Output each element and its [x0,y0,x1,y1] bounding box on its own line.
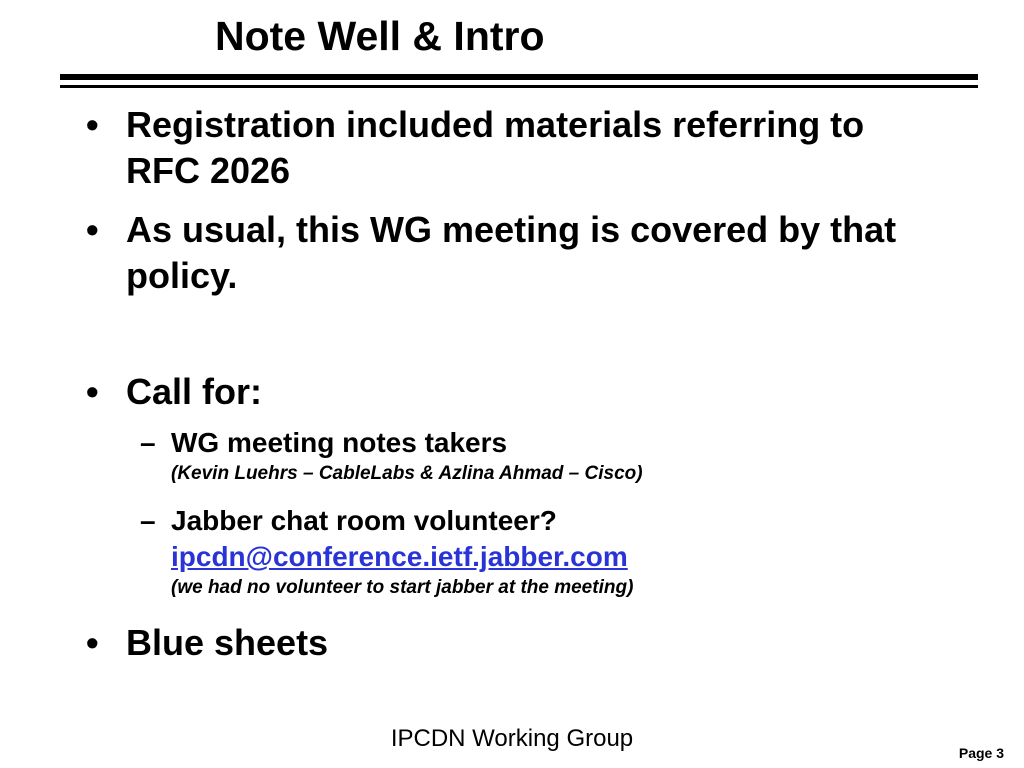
bullet-text: Blue sheets [126,622,329,663]
bullet-call-for [86,369,906,415]
sub-bullet-dash: – [140,505,156,536]
sub-bullet-notes-takers [140,425,960,487]
bullet-dot: • [86,371,99,412]
bullet-registration [86,102,906,194]
sub-bullet-text: WG meeting notes takers [171,427,508,458]
sub-bullet-text: Jabber chat room volunteer? [171,505,557,536]
title-rule-thin [60,85,978,88]
slide-title: Note Well & Intro [215,13,545,59]
sub-bullet-note: (we had no volunteer to start jabber at the meeting) [171,577,634,598]
bullet-text: As usual, this WG meeting is covered by that policy. [126,209,897,296]
page-number: Page 3 [958,745,1004,761]
bullet-dot: • [86,209,99,250]
bullet-dot: • [86,104,99,145]
bullet-policy [86,207,906,299]
bullet-text: Call for: [126,371,263,412]
jabber-room-link[interactable]: ipcdn@conference.ietf.jabber.com [171,541,628,572]
sub-bullet-dash: – [140,427,156,458]
sub-bullet-note: (Kevin Luehrs – CableLabs & Azlina Ahmad – Cisco) [171,463,643,484]
bullet-dot: • [86,622,99,663]
title-rule-thick [60,74,978,80]
bullet-text: Registration included materials referring to RFC 2026 [126,104,865,191]
sub-bullet-jabber [140,503,960,601]
bullet-blue-sheets [86,620,906,666]
footer-working-group: IPCDN Working Group [390,725,634,752]
